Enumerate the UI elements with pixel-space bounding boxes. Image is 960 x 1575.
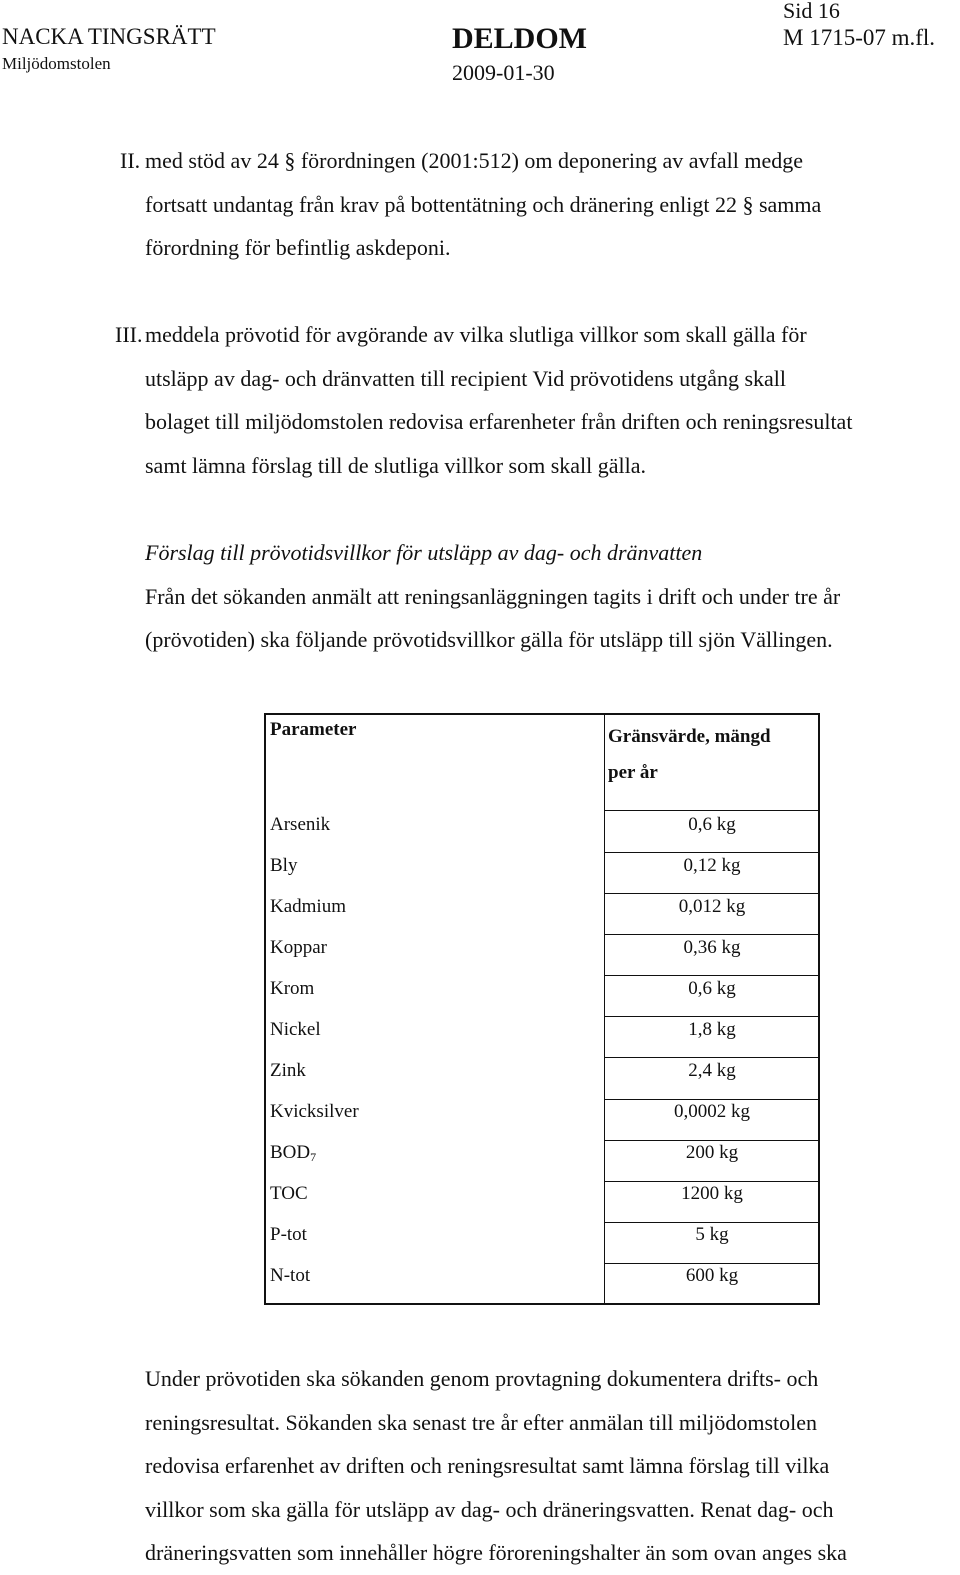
section-ii [120, 139, 822, 270]
header-divider [604, 810, 818, 811]
row-divider [604, 1016, 818, 1017]
parameter-cell: Arsenik [270, 814, 331, 835]
row-divider [604, 852, 818, 853]
row-divider [604, 975, 818, 976]
section-iii-line: samt lämna förslag till de slutliga villkor som skall gälla. [145, 452, 647, 478]
limit-cell: 600 kg [685, 1265, 739, 1286]
section-iii-line: meddela prövotid för avgörande av vilka slutliga villkor som skall gälla för [145, 322, 807, 347]
section-iii-line: bolaget till miljödomstolen redovisa erfarenheter från driften och reningsresultat [145, 409, 853, 434]
closing-line: Under prövotiden ska sökanden genom provtagning dokumentera drifts- och [145, 1366, 819, 1391]
limit-cell: 1200 kg [681, 1183, 743, 1204]
section-ii-line: fortsatt undantag från krav på bottentätning och dränering enligt 22 § samma [145, 191, 822, 217]
section-ii-line: förordning för befintlig askdeponi. [145, 235, 451, 260]
row-divider [604, 1057, 818, 1058]
document-date: 2009-01-30 [452, 60, 555, 85]
limit-header-line: per år [608, 762, 658, 783]
section-ii-line: med stöd av 24 § förordningen (2001:512) om deponering av avfall medge [145, 148, 804, 173]
limits-table [264, 713, 820, 1305]
parameter-cell: P-tot [270, 1224, 307, 1245]
closing-line: redovisa erfarenhet av driften och reningsresultat samt lämna förslag till vilka [145, 1453, 830, 1478]
case-number: M 1715-07 m.fl. [783, 25, 936, 50]
limit-header-line: Gränsvärde, mängd [608, 726, 771, 747]
department-name: Miljödomstolen [2, 54, 111, 73]
limit-cell: 0,36 kg [683, 937, 741, 958]
limit-cell: 5 kg [695, 1224, 729, 1245]
parameter-header: Parameter [270, 719, 357, 740]
parameter-cell: Zink [270, 1060, 306, 1081]
parameter-cell: Koppar [270, 937, 327, 958]
closing-line: dräneringsvatten som innehåller högre föroreningshalter än som ovan anges ska [145, 1540, 847, 1565]
section-ii-number: II. [120, 148, 141, 173]
parameter-cell: TOC [270, 1183, 308, 1204]
parameter-name: BOD [270, 1142, 311, 1163]
section-iii-line: utsläpp av dag- och dränvatten till recipient Vid prövotidens utgång skall [145, 365, 787, 391]
limit-cell: 0,0002 kg [674, 1101, 750, 1122]
limit-cell: 200 kg [685, 1142, 739, 1163]
proposal-line: Från det sökanden anmält att reningsanläggningen tagits i drift och under tre år [145, 583, 841, 609]
limit-cell: 2,4 kg [688, 1060, 736, 1081]
row-divider [604, 1263, 818, 1264]
closing-line: villkor som ska gälla för utsläpp av dag- och dräneringsvatten. Renat dag- och [145, 1496, 834, 1522]
row-divider [604, 1099, 818, 1100]
row-divider [604, 1181, 818, 1182]
row-divider [604, 1222, 818, 1223]
parameter-cell: Bly [270, 855, 298, 876]
limit-header [608, 719, 771, 791]
limit-cell: 0,12 kg [683, 855, 741, 876]
limit-cell: 0,6 kg [688, 978, 736, 999]
limit-cell: 1,8 kg [688, 1019, 736, 1040]
closing-paragraph [145, 1357, 847, 1575]
page-number: Sid 16 [783, 0, 840, 23]
court-name: NACKA TINGSRÄTT [2, 24, 216, 49]
parameter-cell: Nickel [270, 1019, 321, 1040]
row-divider [604, 893, 818, 894]
limit-cell: 0,012 kg [678, 896, 746, 917]
proposal-line: (prövotiden) ska följande prövotidsvillkor gälla för utsläpp till sjön Vällingen. [145, 627, 833, 652]
section-iii-number: III. [115, 322, 143, 347]
parameter-subscript: 7 [310, 1150, 317, 1164]
document-type: DELDOM [452, 22, 587, 55]
proposal-section [145, 531, 840, 662]
section-iii [115, 313, 853, 487]
parameter-cell: Kadmium [270, 896, 346, 917]
limit-cell: 0,6 kg [688, 814, 736, 835]
row-divider [604, 1140, 818, 1141]
row-divider [604, 934, 818, 935]
closing-line: reningsresultat. Sökanden ska senast tre år efter anmälan till miljödomstolen [145, 1409, 818, 1435]
parameter-cell: Krom [270, 978, 315, 999]
parameter-cell: Kvicksilver [270, 1101, 359, 1122]
parameter-cell [270, 1142, 316, 1165]
column-divider [604, 715, 605, 1303]
parameter-cell: N-tot [270, 1265, 311, 1286]
proposal-heading: Förslag till prövotidsvillkor för utsläpp av dag- och dränvatten [145, 540, 703, 565]
